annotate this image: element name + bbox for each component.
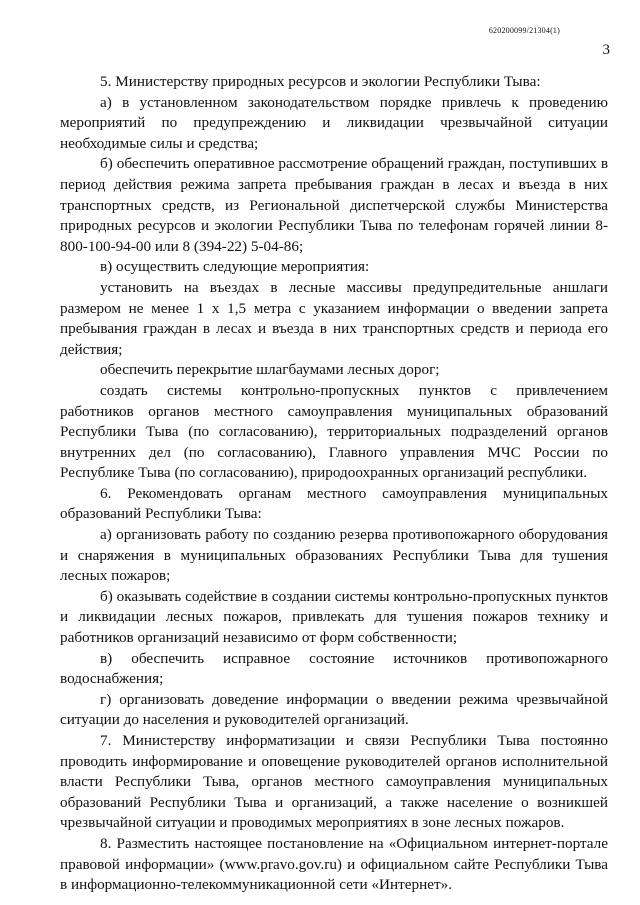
paragraph-5v-item-barriers: обеспечить перекрытие шлагбаумами лесных дорог; [100,361,440,379]
document-registration-code: 620200099/21304(1) [488,26,560,35]
paragraph-6v: в) обеспечить исправное состояние источников противопожарного водоснабжения; [60,649,608,688]
paragraph-5: 5. Министерству природных ресурсов и экологии Республики Тыва: [100,73,541,90]
page-number: 3 [602,42,610,58]
paragraph-6a: а) организовать работу по созданию резерва противопожарного оборудования и снаряжения в муниципальных образованиях Республики Тыва для тушения лесных пожаров; [60,526,608,585]
paragraph-6g: г) организовать доведение информации о введении режима чрезвычайной ситуации до населения и руководителей организаций. [60,690,608,729]
paragraph-5a: а) в установленном законодательством порядке привлечь к проведению мероприятий по предупреждению и ликвидации чрезвычайной ситуации необходимые силы и средства; [60,93,608,152]
document-body [60,72,608,896]
paragraph-6b: б) оказывать содействие в создании системы контрольно-пропускных пунктов и ликвидации лесных пожаров, привлекать для тушения пожаров технику и работников организаций независимо от форм собственности; [60,587,608,647]
paragraph-5b: б) обеспечить оперативное рассмотрение обращений граждан, поступивших в период действия режима запрета пребывания граждан в лесах и въезда в них транспортных средств, из Региональной диспетчерской службы Министерства природных ресурсов и экологии Республики Тыва по телефонам горячей линии 8-800-100-94-00 или 8 (394-22) 5-04-86; [60,155,608,255]
paragraph-5v-item-signs: установить на въездах в лесные массивы предупредительные аншлаги размером не менее 1 х 1,5 метра с указанием информации о введении запрета пребывания граждан в лесах и въезда в них транспортных средств и периода его действия; [60,278,608,358]
paragraph-5v-item-checkpoints: создать системы контрольно-пропускных пунктов с привлечением работников органов местного самоуправления муниципальных образований Республики Тыва (по согласованию), территориальных подразделений органов внутренних дел (по согласованию), Главного управления МЧС России по Республике Тыва (по согласованию), природоохранных организаций республики. [60,381,608,482]
paragraph-8: 8. Разместить настоящее постановление на «Официальном интернет-портале правовой информации» (www.pravo.gov.ru) и официальном сайте Республики Тыва в информационно-телекоммуникационной сети «Интернет». [60,834,608,894]
paragraph-6: 6. Рекомендовать органам местного самоуправления муниципальных образований Республики Тыва: [60,484,608,523]
paragraph-7: 7. Министерству информатизации и связи Республики Тыва постоянно проводить информирование и оповещение руководителей органов исполнительной власти Республики Тыва, органов местного самоуправления муниципальных образований Республики Тыва и организаций, а также население о возникшей чрезвычайной ситуации и проводимых мероприятиях в зоне лесных пожаров. [60,732,608,832]
paragraph-5v: в) осуществить следующие мероприятия: [100,258,370,276]
